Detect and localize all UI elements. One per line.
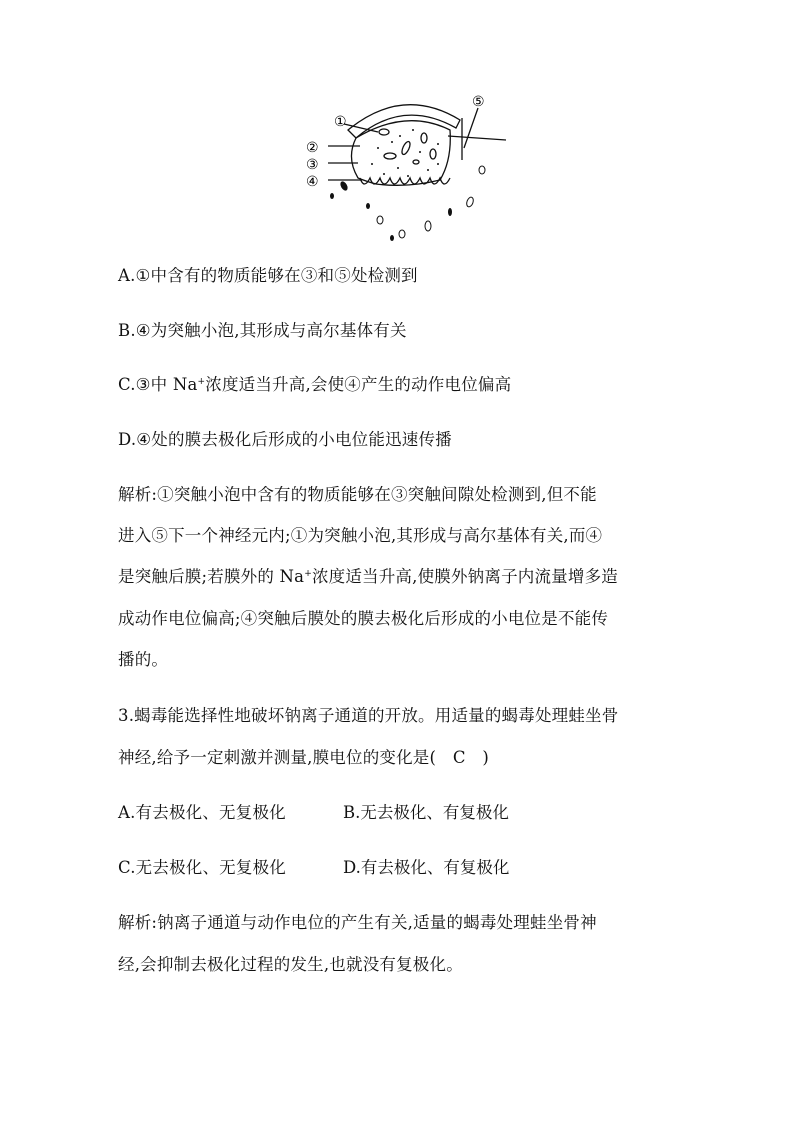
synapse-drawing [288, 90, 508, 250]
q2-explanation-line-2: 进入⑤下一个神经元内;①为突触小泡,其形成与高尔基体有关,而④ [118, 526, 603, 545]
q2-option-d: D.④处的膜去极化后形成的小电位能迅速传播 [118, 430, 452, 449]
q3-option-d: D.有去极化、有复极化 [343, 858, 510, 877]
q3-option-b: B.无去极化、有复极化 [343, 803, 509, 822]
q3-explanation-line-1: 解析:钠离子通道与动作电位的产生有关,适量的蝎毒处理蛙坐骨神 [118, 913, 597, 932]
q3-option-c: C.无去极化、无复极化 [118, 858, 286, 877]
label-4: ④ [306, 174, 319, 190]
q2-explanation-line-1: 解析:①突触小泡中含有的物质能够在③突触间隙处检测到,但不能 [118, 485, 597, 504]
q2-explanation-line-5: 播的。 [118, 650, 169, 669]
q2-option-c-sup: + [197, 377, 206, 387]
q3-stem-line-1: 3.蝎毒能选择性地破坏钠离子通道的开放。用适量的蝎毒处理蛙坐骨 [118, 706, 619, 725]
label-3: ③ [306, 157, 319, 173]
synapse-diagram [288, 90, 508, 250]
label-2: ② [306, 140, 319, 156]
label-5: ⑤ [472, 94, 485, 110]
q2-explanation-line-3 [118, 569, 618, 586]
q2-option-c-post: 浓度适当升高,会使④产生的动作电位偏高 [205, 375, 512, 394]
q2-option-b: B.④为突触小泡,其形成与高尔基体有关 [118, 321, 407, 340]
label-1: ① [334, 114, 347, 130]
q3-stem-line-2: 神经,给予一定刺激并测量,膜电位的变化是( C ) [118, 748, 489, 767]
q2-explanation-line-4: 成动作电位偏高;④突触后膜处的膜去极化后形成的小电位是不能传 [118, 609, 609, 628]
q2-exp3-pre: 是突触后膜;若膜外的 Na [118, 567, 305, 586]
q2-exp3-post: 浓度适当升高,使膜外钠离子内流量增多造 [311, 567, 618, 586]
q3-option-a: A.有去极化、无复极化 [118, 803, 286, 822]
q2-option-a: A.①中含有的物质能够在③和⑤处检测到 [118, 266, 418, 285]
q2-option-c-pre: C.③中 Na [118, 375, 198, 394]
q3-explanation-line-2: 经,会抑制去极化过程的发生,也就没有复极化。 [118, 955, 463, 974]
q2-exp3-sup: + [304, 569, 312, 579]
q2-option-c [118, 377, 511, 394]
